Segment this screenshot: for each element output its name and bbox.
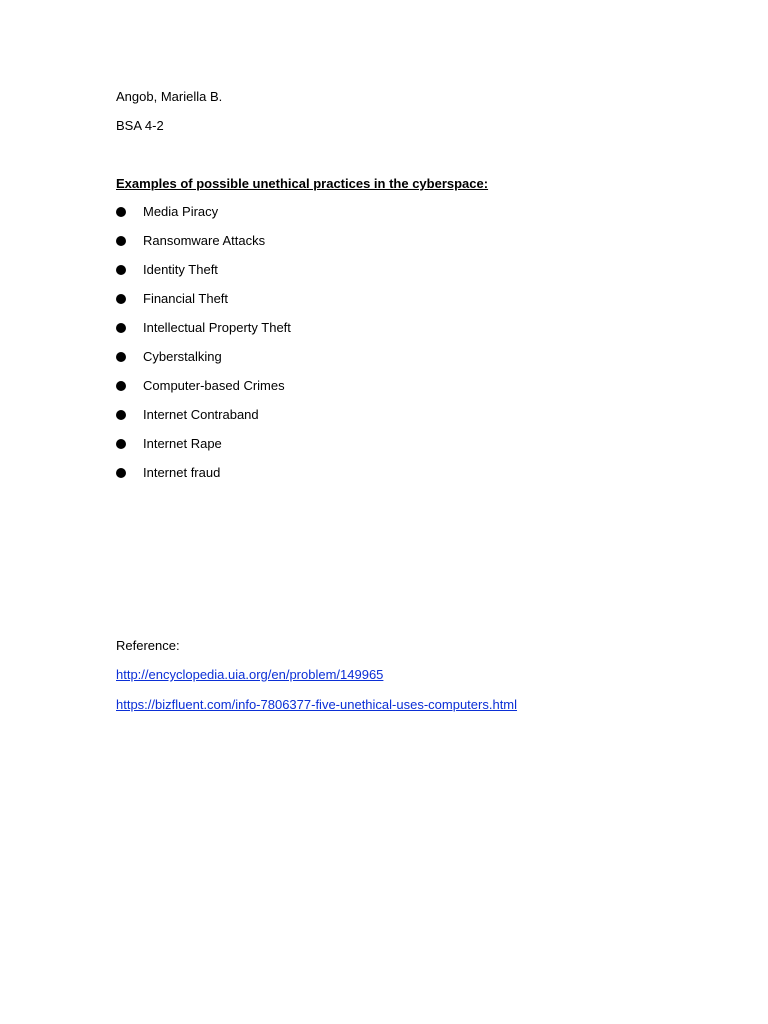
list-item-label: Cyberstalking <box>143 349 222 364</box>
bullet-icon <box>116 323 126 333</box>
list-item-label: Internet Contraband <box>143 407 259 422</box>
list-item-label: Ransomware Attacks <box>143 233 266 248</box>
bullet-icon <box>116 381 126 391</box>
list-item-label: Identity Theft <box>143 262 218 277</box>
reference-link-encyclopedia[interactable]: http://encyclopedia.uia.org/en/problem/149965 <box>116 667 384 682</box>
list-item-label: Media Piracy <box>143 204 219 219</box>
bullet-icon <box>116 439 126 449</box>
bullet-icon <box>116 352 126 362</box>
reference-link-1-wrapper <box>116 667 383 683</box>
author-name: Angob, Mariella B. <box>116 89 223 104</box>
class-section: BSA 4-2 <box>116 118 164 133</box>
list-item-label: Financial Theft <box>143 291 229 306</box>
bullet-icon <box>116 410 126 420</box>
list-item-label: Intellectual Property Theft <box>143 320 291 335</box>
list-heading: Examples of possible unethical practices in the cyberspace: <box>116 176 489 191</box>
reference-label: Reference: <box>116 638 180 653</box>
list-item-label: Internet Rape <box>143 436 222 451</box>
bullet-icon <box>116 236 126 246</box>
reference-link-2-wrapper <box>116 697 517 713</box>
bullet-icon <box>116 265 126 275</box>
list-item-label: Internet fraud <box>143 465 221 480</box>
bullet-icon <box>116 207 126 217</box>
reference-link-bizfluent[interactable]: https://bizfluent.com/info-7806377-five-unethical-uses-computers.html <box>116 697 518 712</box>
bullet-icon <box>116 294 126 304</box>
bullet-icon <box>116 468 126 478</box>
list-item-label: Computer-based Crimes <box>143 378 285 393</box>
